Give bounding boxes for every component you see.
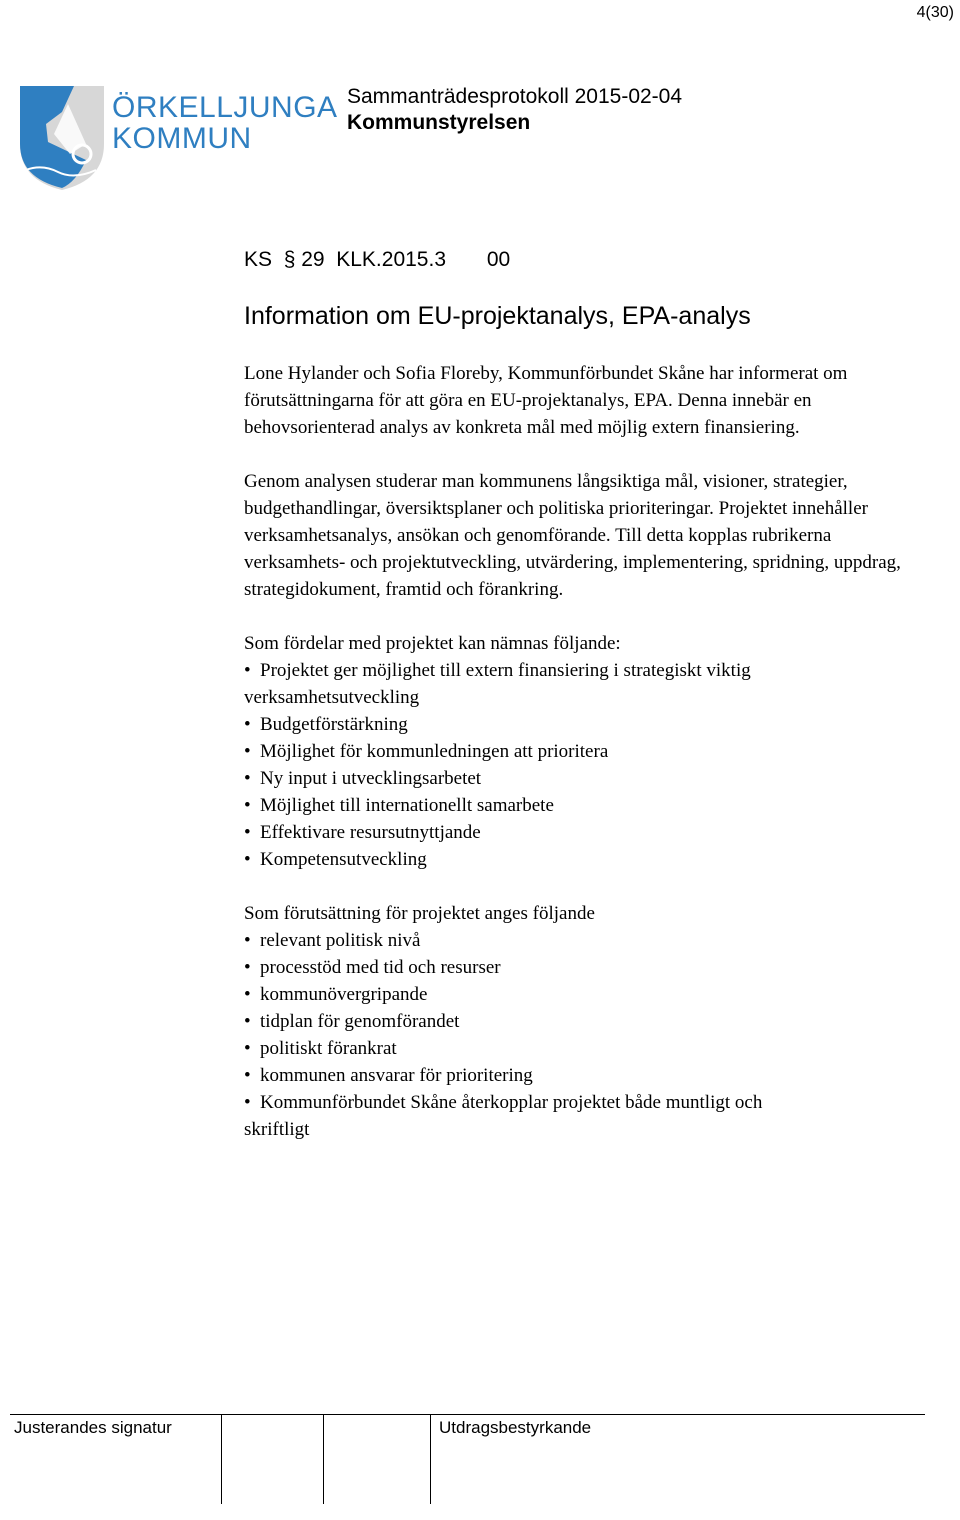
list-item: • Ny input i utvecklingsarbetet [244,765,904,792]
prerequisites-list [244,927,904,1143]
signature-box-divider [323,1414,324,1504]
page-number: 4(30) [916,4,954,21]
protocol-title: Sammanträdesprotokoll 2015-02-04 [347,85,683,108]
case-klk: KLK.2015.3 [336,248,446,271]
signature-box-divider [221,1414,222,1504]
case-reference [244,248,510,272]
advantages-intro: Som fördelar med projektet kan nämnas följande: [244,633,621,654]
list-item: • tidplan för genomförandet [244,1008,904,1035]
section-heading: Information om EU-projektanalys, EPA-analys [244,302,751,330]
list-item: • Projektet ger möjlighet till extern finansiering i strategiskt viktig [244,657,904,684]
paragraph-analysis: Genom analysen studerar man kommunens långsiktiga mål, visioner, strategier, budgethandlingar, översiktsplaner och politiska prioriteringar. Projektet innehåller verksamhetsanalys, ansökan och genomförande. Till detta kopplas rubrikerna verksamhets- och projektutveckling, utvärdering, implementering, spridning, uppdrag, strategidokument, framtid och förankring. [244,471,901,600]
list-item-continuation: skriftligt [244,1119,310,1140]
case-ks: KS [244,248,273,271]
document-body [244,360,904,1170]
advantages-list [244,657,904,873]
prerequisites-intro: Som förutsättning för projektet anges följande [244,903,595,924]
extract-label: Utdragsbestyrkande [439,1418,592,1437]
signature-footer [10,1414,925,1504]
list-item: • kommunen ansvarar för prioritering [244,1062,904,1089]
list-item: • Kompetensutveckling [244,846,904,873]
case-code: 00 [486,248,511,271]
signature-label: Justerandes signatur [14,1418,172,1437]
list-item: • Budgetförstärkning [244,711,904,738]
logo-line-2: KOMMUN [112,122,252,155]
list-item: • processtöd med tid och resurser [244,954,904,981]
coat-of-arms-icon [16,84,108,192]
municipality-logo [16,84,338,192]
list-item: • kommunövergripande [244,981,904,1008]
list-item: • Möjlighet för kommunledningen att prioritera [244,738,904,765]
list-item: • Effektivare resursutnyttjande [244,819,904,846]
document-header [347,84,682,136]
logo-line-1: ÖRKELLJUNGA [112,91,338,124]
list-item: • Kommunförbundet Skåne återkopplar projektet både muntligt och [244,1089,904,1116]
list-item: • politiskt förankrat [244,1035,904,1062]
list-item-continuation: verksamhetsutveckling [244,687,420,708]
paragraph-intro: Lone Hylander och Sofia Floreby, Kommunförbundet Skåne har informerat om förutsättningarna för att göra en EU-projektanalys, EPA. Denna innebär en behovsorienterad analys av konkreta mål med möjlig extern finansiering. [244,363,848,438]
list-item: • Möjlighet till internationellt samarbete [244,792,904,819]
signature-box-divider [430,1414,431,1504]
footer-rule [10,1414,925,1415]
case-section: § 29 [283,248,325,271]
organization-name: Kommunstyrelsen [347,111,531,134]
list-item: • relevant politisk nivå [244,927,904,954]
